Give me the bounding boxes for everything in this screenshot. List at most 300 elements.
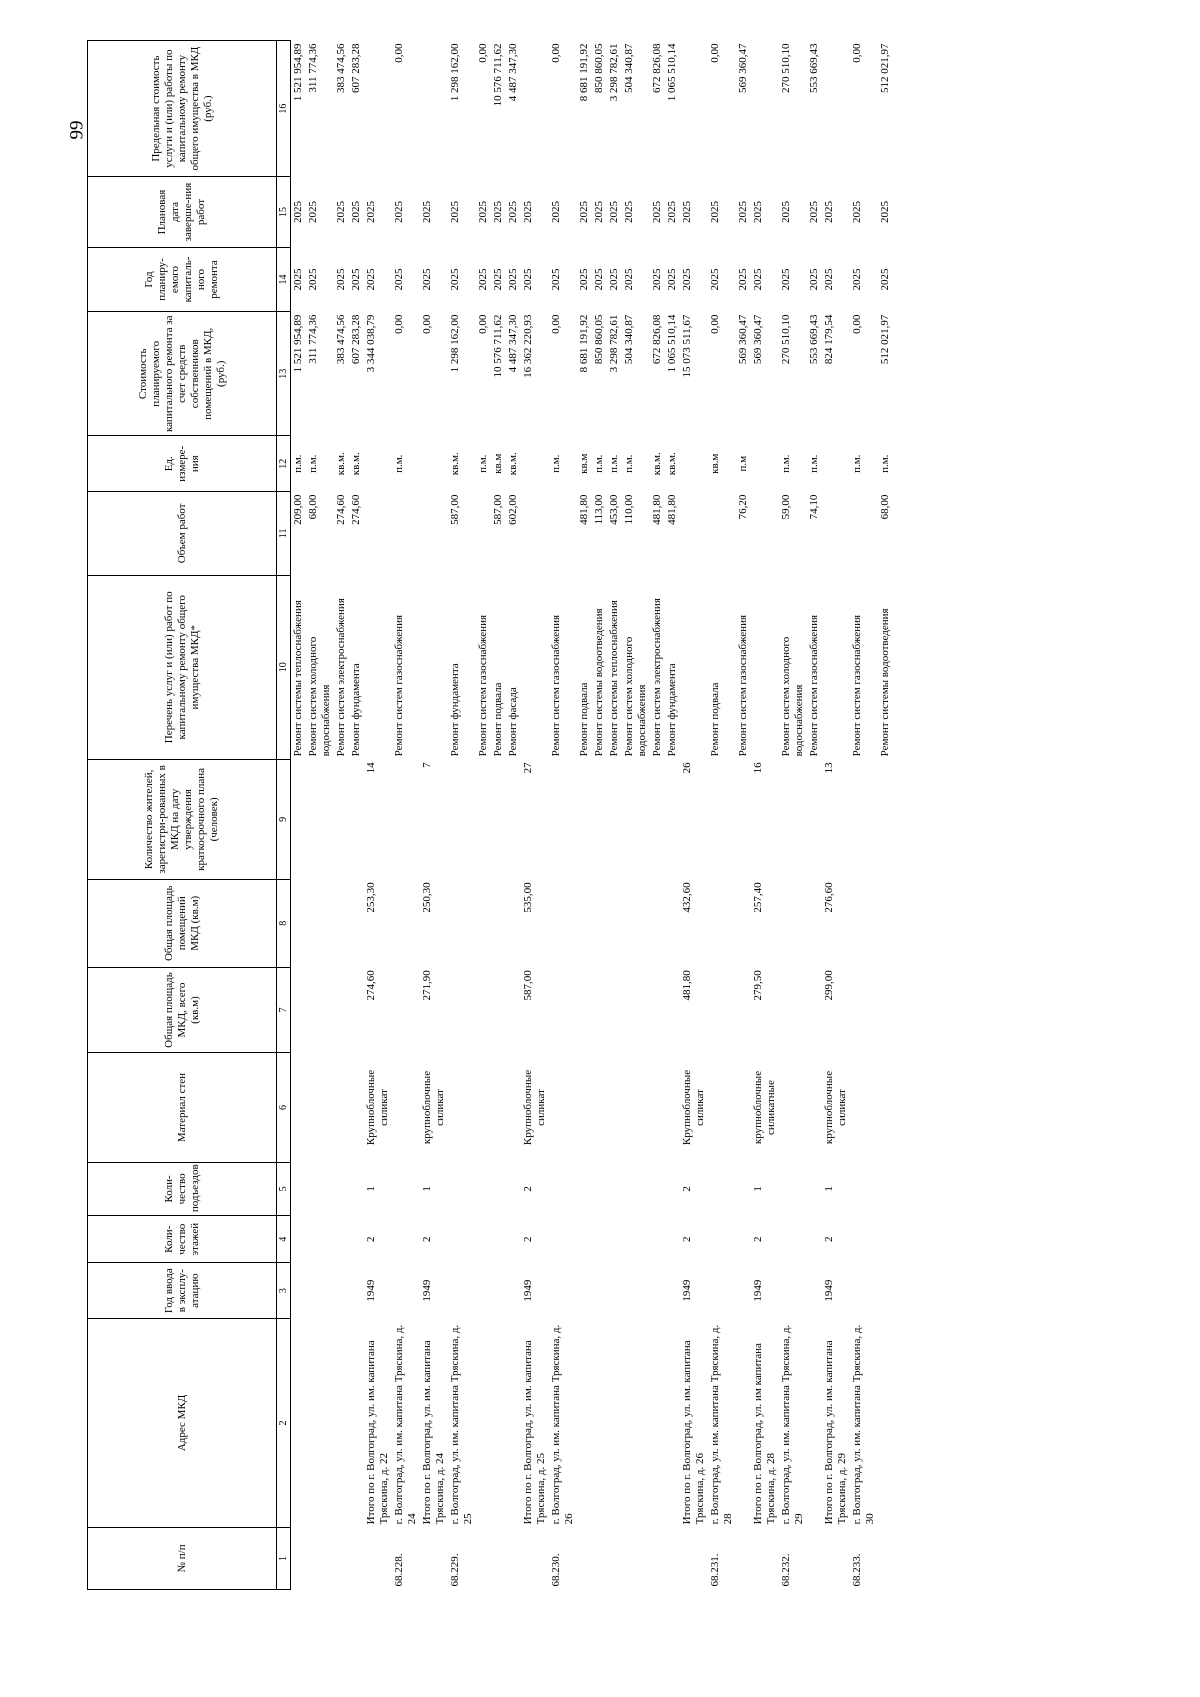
- repair-year-cell: 2025: [651, 268, 663, 291]
- residents-cell: [850, 759, 878, 879]
- year-built-cell: [807, 1263, 822, 1319]
- column-number: 10: [277, 575, 291, 759]
- unit-cell: п.м.: [780, 454, 792, 473]
- year-built-cell: [291, 1263, 307, 1319]
- entrances-cell: [592, 1162, 607, 1216]
- row-number: [291, 1527, 307, 1589]
- premises-area-cell: [476, 879, 491, 967]
- entrances-cell: [736, 1162, 751, 1216]
- address-cell: [607, 1319, 622, 1528]
- floors-cell: [607, 1216, 622, 1263]
- completion-date-cell: 2025: [507, 201, 519, 224]
- column-number: 4: [277, 1216, 291, 1263]
- year-built-cell: 1949: [823, 1279, 835, 1302]
- floors-cell: 2: [365, 1236, 377, 1242]
- work-type-cell: Ремонт фундамента: [666, 663, 678, 757]
- wall-material-cell: крупноблочные силикат: [421, 1070, 446, 1145]
- rotated-sheet: [87, 40, 1147, 1590]
- wall-material-cell: крупноблочные силикат: [823, 1070, 848, 1145]
- row-number: [491, 1527, 506, 1589]
- completion-date-cell: 2025: [307, 201, 319, 224]
- page-number-text: 99: [66, 120, 87, 140]
- year-built-cell: [334, 1263, 349, 1319]
- cost-cell: 8 681 191,92: [578, 314, 590, 373]
- total-area-cell: [549, 967, 577, 1053]
- cost-cell: 0,00: [851, 314, 863, 334]
- cost-cell: 512 021,97: [879, 314, 891, 365]
- total-area-cell: [807, 967, 822, 1053]
- unit-cell: п.м.: [879, 454, 891, 473]
- residents-cell: 26: [681, 762, 693, 774]
- unit-cell: кв.м.: [350, 452, 362, 476]
- total-row: [420, 41, 448, 1590]
- cost-limit-cell: 0,00: [477, 43, 489, 63]
- residents-cell: [708, 759, 736, 879]
- work-type-cell: Ремонт системы теплоснабжения: [608, 600, 620, 757]
- floors-cell: [392, 1216, 420, 1263]
- floors-cell: [807, 1216, 822, 1263]
- wall-material-cell: [878, 1053, 893, 1162]
- entrances-cell: [650, 1162, 665, 1216]
- address-cell: [736, 1319, 751, 1528]
- table-row: [650, 41, 665, 1590]
- work-type-cell: Ремонт подвала: [709, 682, 721, 757]
- table-row: [592, 41, 607, 1590]
- total-row: [822, 41, 850, 1590]
- unit-cell: [521, 436, 549, 492]
- table-row: [506, 41, 521, 1590]
- work-type-cell: [822, 575, 850, 759]
- unit-cell: п.м.: [291, 436, 307, 492]
- wall-material-cell: [736, 1053, 751, 1162]
- cost-limit-cell: 10 576 711,62: [492, 43, 504, 107]
- wall-material-cell: [708, 1053, 736, 1162]
- work-volume-cell: 68,00: [307, 494, 319, 520]
- entrances-cell: 2: [522, 1186, 534, 1192]
- year-built-cell: [665, 1263, 680, 1319]
- address-cell: [491, 1319, 506, 1528]
- cost-cell: 607 283,28: [350, 314, 362, 365]
- work-type-cell: [364, 575, 392, 759]
- table-row: [392, 41, 420, 1590]
- row-number: [364, 1527, 392, 1589]
- wall-material-cell: [665, 1053, 680, 1162]
- address-cell: [650, 1319, 665, 1528]
- row-number: [751, 1527, 779, 1589]
- floors-cell: [448, 1216, 476, 1263]
- column-header: Предельная стоимость услуги и (или) работы по капитальному ремонту общего имущества в МКД (руб.): [88, 41, 277, 177]
- cost-limit-cell: 1 298 162,00: [449, 43, 461, 102]
- column-header: Общая площадь МКД, всего (кв.м): [88, 967, 277, 1053]
- repair-year-cell: 2025: [507, 268, 519, 291]
- entrances-cell: 1: [823, 1186, 835, 1192]
- column-number: 15: [277, 177, 291, 248]
- completion-date-cell: 2025: [780, 201, 792, 224]
- completion-date-cell: 2025: [492, 201, 504, 224]
- cost-cell: 1 521 954,89: [291, 312, 307, 436]
- column-number: 14: [277, 247, 291, 311]
- cost-cell: 15 073 511,67: [681, 314, 693, 378]
- premises-area-cell: [448, 879, 476, 967]
- entrances-cell: [779, 1162, 807, 1216]
- header-row: [88, 41, 277, 1590]
- year-built-cell: [506, 1263, 521, 1319]
- repair-year-cell: 2025: [808, 268, 820, 291]
- year-built-cell: [850, 1263, 878, 1319]
- wall-material-cell: [850, 1053, 878, 1162]
- premises-area-cell: [622, 879, 650, 967]
- completion-date-cell: 2025: [623, 201, 635, 224]
- wall-material-cell: Крупноблочные силикат: [681, 1069, 706, 1146]
- work-volume-cell: 59,00: [780, 494, 792, 520]
- total-area-cell: [491, 967, 506, 1053]
- column-number: 6: [277, 1053, 291, 1162]
- total-area-cell: [448, 967, 476, 1053]
- cost-cell: 553 669,43: [808, 314, 820, 365]
- completion-date-cell: 2025: [522, 201, 534, 224]
- year-built-cell: [607, 1263, 622, 1319]
- unit-cell: кв.м.: [651, 452, 663, 476]
- work-type-cell: Ремонт фасада: [507, 687, 519, 757]
- residents-cell: 7: [421, 762, 433, 768]
- wall-material-cell: [392, 1053, 420, 1162]
- entrances-cell: [448, 1162, 476, 1216]
- total-area-cell: [665, 967, 680, 1053]
- year-built-cell: [491, 1263, 506, 1319]
- address-cell: [306, 1319, 334, 1528]
- unit-cell: [751, 436, 779, 492]
- row-number: [506, 1527, 521, 1589]
- cost-limit-cell: 0,00: [393, 43, 405, 63]
- work-volume-cell: 113,00: [593, 494, 605, 525]
- cost-limit-cell: 1 065 510,14: [666, 43, 678, 102]
- work-type-cell: [521, 575, 549, 759]
- repair-year-cell: 2025: [350, 268, 362, 291]
- repair-year-cell: 2025: [291, 247, 307, 311]
- total-area-cell: 274,60: [365, 970, 377, 1001]
- work-volume-cell: 209,00: [291, 492, 307, 576]
- completion-date-cell: 2025: [593, 201, 605, 224]
- address-cell: [592, 1319, 607, 1528]
- address-cell: г. Волгоград, ул. им. капитана Тряскина, д. 24: [393, 1324, 418, 1525]
- completion-date-cell: 2025: [823, 201, 835, 224]
- row-number: [592, 1527, 607, 1589]
- cost-limit-cell: [420, 41, 448, 177]
- address-cell: [622, 1319, 650, 1528]
- residents-cell: [592, 759, 607, 879]
- wall-material-cell: [491, 1053, 506, 1162]
- wall-material-cell: [549, 1053, 577, 1162]
- completion-date-cell: 2025: [808, 201, 820, 224]
- completion-date-cell: 2025: [608, 201, 620, 224]
- unit-cell: [420, 436, 448, 492]
- column-number: 11: [277, 492, 291, 576]
- work-volume-cell: 68,00: [879, 494, 891, 520]
- entrances-cell: [476, 1162, 491, 1216]
- address-cell: Итого по г. Волгоград, ул. им. капитана Тряскина, д. 25: [522, 1340, 547, 1525]
- cost-cell: 569 360,47: [752, 314, 764, 365]
- column-number: 1: [277, 1527, 291, 1589]
- cost-limit-cell: [822, 41, 850, 177]
- premises-area-cell: [349, 879, 364, 967]
- cost-limit-cell: [521, 41, 549, 177]
- work-volume-cell: [850, 492, 878, 576]
- completion-date-cell: 2025: [291, 177, 307, 248]
- repair-year-cell: 2025: [492, 268, 504, 291]
- entrances-cell: [607, 1162, 622, 1216]
- work-type-cell: [420, 575, 448, 759]
- column-number: 9: [277, 759, 291, 879]
- cost-cell: 1 065 510,14: [666, 314, 678, 373]
- wall-material-cell: [448, 1053, 476, 1162]
- cost-limit-cell: 4 487 347,30: [507, 43, 519, 102]
- work-volume-cell: [680, 492, 708, 576]
- entrances-cell: [291, 1162, 307, 1216]
- premises-area-cell: [506, 879, 521, 967]
- work-type-cell: [680, 575, 708, 759]
- entrances-cell: [577, 1162, 592, 1216]
- work-volume-cell: [708, 492, 736, 576]
- residents-cell: 16: [752, 762, 764, 774]
- premises-area-cell: [306, 879, 334, 967]
- completion-date-cell: 2025: [393, 201, 405, 224]
- cost-limit-cell: 0,00: [709, 43, 721, 63]
- floors-cell: 2: [421, 1236, 433, 1242]
- work-volume-cell: 481,80: [651, 494, 663, 525]
- row-number: 68.232.: [780, 1553, 792, 1587]
- row-number: [349, 1527, 364, 1589]
- cost-limit-cell: 311 774,36: [307, 43, 319, 93]
- unit-cell: кв.м.: [449, 452, 461, 476]
- year-built-cell: [448, 1263, 476, 1319]
- year-built-cell: [878, 1263, 893, 1319]
- year-built-cell: [736, 1263, 751, 1319]
- premises-area-cell: [665, 879, 680, 967]
- table-row: [708, 41, 736, 1590]
- year-built-cell: [650, 1263, 665, 1319]
- address-cell: [878, 1319, 893, 1528]
- address-cell: Итого по г. Волгоград, ул. им. капитана Тряскина, д. 24: [421, 1340, 446, 1525]
- completion-date-cell: 2025: [578, 201, 590, 224]
- row-number: [306, 1527, 334, 1589]
- floors-cell: [650, 1216, 665, 1263]
- entrances-cell: [708, 1162, 736, 1216]
- residents-cell: [607, 759, 622, 879]
- repair-year-cell: 2025: [709, 268, 721, 291]
- work-type-cell: Ремонт систем газоснабжения: [550, 614, 562, 757]
- completion-date-cell: 2025: [681, 201, 693, 224]
- floors-cell: [665, 1216, 680, 1263]
- work-volume-cell: 587,00: [449, 494, 461, 525]
- year-built-cell: 1949: [421, 1279, 433, 1302]
- address-cell: Итого по г. Волгоград, ул. им. капитана Тряскина, д. 29: [823, 1340, 848, 1525]
- column-header: Коли-чество этажей: [88, 1216, 277, 1263]
- work-volume-cell: 274,60: [335, 494, 347, 525]
- wall-material-cell: [291, 1053, 307, 1162]
- floors-cell: [349, 1216, 364, 1263]
- entrances-cell: [549, 1162, 577, 1216]
- address-cell: [577, 1319, 592, 1528]
- row-number: 68.228.: [393, 1553, 405, 1587]
- entrances-cell: [491, 1162, 506, 1216]
- unit-cell: [680, 436, 708, 492]
- row-number: [476, 1527, 491, 1589]
- wall-material-cell: [650, 1053, 665, 1162]
- total-area-cell: [779, 967, 807, 1053]
- address-cell: г. Волгоград, ул. им. капитана Тряскина, д. 25: [449, 1324, 474, 1525]
- unit-cell: кв.м.: [335, 452, 347, 476]
- repair-year-cell: 2025: [623, 268, 635, 291]
- address-cell: [334, 1319, 349, 1528]
- work-volume-cell: 481,80: [578, 494, 590, 525]
- cost-limit-cell: 850 860,05: [593, 43, 605, 93]
- cost-cell: 0,00: [550, 314, 562, 334]
- cost-limit-cell: [751, 41, 779, 177]
- year-built-cell: 1949: [365, 1279, 377, 1302]
- premises-area-cell: [549, 879, 577, 967]
- residents-cell: [392, 759, 420, 879]
- entrances-cell: [850, 1162, 878, 1216]
- work-volume-cell: [521, 492, 549, 576]
- year-built-cell: [549, 1263, 577, 1319]
- floors-cell: [306, 1216, 334, 1263]
- column-header: Стоимость планируемого капитального ремонта за счет средств собственников помещений в МКД, (руб.): [88, 312, 277, 436]
- row-number: 68.233.: [851, 1553, 863, 1587]
- completion-date-cell: 2025: [709, 201, 721, 224]
- unit-cell: кв.м.: [507, 452, 519, 476]
- residents-cell: [491, 759, 506, 879]
- premises-area-cell: [592, 879, 607, 967]
- work-volume-cell: 453,00: [608, 494, 620, 525]
- cost-cell: 383 474,56: [335, 314, 347, 365]
- wall-material-cell: [476, 1053, 491, 1162]
- repair-year-cell: 2025: [393, 268, 405, 291]
- premises-area-cell: [807, 879, 822, 967]
- work-type-cell: Ремонт систем газоснабжения: [737, 614, 749, 757]
- floors-cell: [736, 1216, 751, 1263]
- repair-year-cell: 2025: [449, 268, 461, 291]
- row-number: [878, 1527, 893, 1589]
- row-number: [521, 1527, 549, 1589]
- residents-cell: [506, 759, 521, 879]
- address-cell: г. Волгоград, ул. им. капитана Тряскина, д. 29: [780, 1324, 805, 1525]
- completion-date-cell: 2025: [421, 201, 433, 224]
- column-header: Объем работ: [88, 492, 277, 576]
- year-built-cell: [622, 1263, 650, 1319]
- floors-cell: [850, 1216, 878, 1263]
- repair-year-cell: 2025: [823, 268, 835, 291]
- unit-cell: кв.м.: [666, 452, 678, 476]
- year-built-cell: [476, 1263, 491, 1319]
- column-header: Адрес МКД: [88, 1319, 277, 1528]
- total-area-cell: [349, 967, 364, 1053]
- work-type-cell: Ремонт системы водоотведения: [879, 608, 891, 757]
- residents-cell: [622, 759, 650, 879]
- repair-year-cell: 2025: [335, 268, 347, 291]
- work-type-cell: Ремонт систем электроснабжения: [335, 598, 347, 757]
- completion-date-cell: 2025: [737, 201, 749, 224]
- cost-limit-cell: [680, 41, 708, 177]
- cost-limit-cell: 569 360,47: [737, 43, 749, 93]
- residents-cell: [779, 759, 807, 879]
- unit-cell: кв.м: [578, 453, 590, 474]
- total-area-cell: [577, 967, 592, 1053]
- repair-plan-table: [87, 40, 893, 1590]
- entrances-cell: [349, 1162, 364, 1216]
- address-cell: [291, 1319, 307, 1528]
- cost-limit-cell: 270 510,10: [780, 43, 792, 93]
- column-number: 8: [277, 879, 291, 967]
- cost-cell: 3 298 782,61: [608, 314, 620, 373]
- table-row: [779, 41, 807, 1590]
- repair-year-cell: 2025: [879, 268, 891, 291]
- table-row: [577, 41, 592, 1590]
- address-cell: г. Волгоград, ул. им. капитана Тряскина, д. 30: [851, 1324, 876, 1525]
- floors-cell: 2: [823, 1236, 835, 1242]
- premises-area-cell: 253,30: [365, 882, 377, 913]
- cost-cell: 504 340,87: [623, 314, 635, 365]
- address-cell: Итого по г. Волгоград, ул. им капитана Тряскина, д. 28: [752, 1343, 777, 1525]
- wall-material-cell: [807, 1053, 822, 1162]
- entrances-cell: [622, 1162, 650, 1216]
- premises-area-cell: [491, 879, 506, 967]
- column-number: 16: [277, 41, 291, 177]
- cost-limit-cell: 512 021,97: [879, 43, 891, 93]
- work-type-cell: Ремонт подвала: [578, 682, 590, 757]
- unit-cell: п.м: [737, 455, 749, 472]
- row-number: 68.230.: [550, 1553, 562, 1587]
- row-number: [577, 1527, 592, 1589]
- total-area-cell: 587,00: [522, 970, 534, 1001]
- premises-area-cell: [878, 879, 893, 967]
- floors-cell: 2: [681, 1236, 693, 1242]
- residents-cell: [334, 759, 349, 879]
- completion-date-cell: 2025: [477, 201, 489, 224]
- column-number: 2: [277, 1319, 291, 1528]
- entrances-cell: [306, 1162, 334, 1216]
- total-area-cell: [878, 967, 893, 1053]
- floors-cell: [491, 1216, 506, 1263]
- year-built-cell: [708, 1263, 736, 1319]
- wall-material-cell: [622, 1053, 650, 1162]
- repair-year-cell: 2025: [578, 268, 590, 291]
- repair-year-cell: 2025: [593, 268, 605, 291]
- cost-limit-cell: 383 474,56: [335, 43, 347, 93]
- unit-cell: [822, 436, 850, 492]
- entrances-cell: [506, 1162, 521, 1216]
- year-built-cell: 1949: [681, 1279, 693, 1302]
- completion-date-cell: 2025: [550, 201, 562, 224]
- column-header: Плановая дата заверше-ния работ: [88, 177, 277, 248]
- repair-year-cell: 2025: [737, 268, 749, 291]
- total-area-cell: 481,80: [681, 970, 693, 1001]
- cost-cell: 0,00: [709, 314, 721, 334]
- entrances-cell: [334, 1162, 349, 1216]
- unit-cell: п.м.: [808, 454, 820, 473]
- work-type-cell: Ремонт систем газоснабжения: [393, 614, 405, 757]
- cost-limit-cell: 672 826,08: [651, 43, 663, 93]
- work-type-cell: Ремонт систем газоснабжения: [477, 614, 489, 757]
- entrances-cell: 1: [421, 1186, 433, 1192]
- address-cell: г. Волгоград, ул. им. капитана Тряскина, д. 28: [709, 1324, 734, 1525]
- completion-date-cell: 2025: [335, 201, 347, 224]
- wall-material-cell: [306, 1053, 334, 1162]
- table-row: [736, 41, 751, 1590]
- cost-limit-cell: 504 340,87: [623, 43, 635, 93]
- row-number: [736, 1527, 751, 1589]
- premises-area-cell: [650, 879, 665, 967]
- floors-cell: [334, 1216, 349, 1263]
